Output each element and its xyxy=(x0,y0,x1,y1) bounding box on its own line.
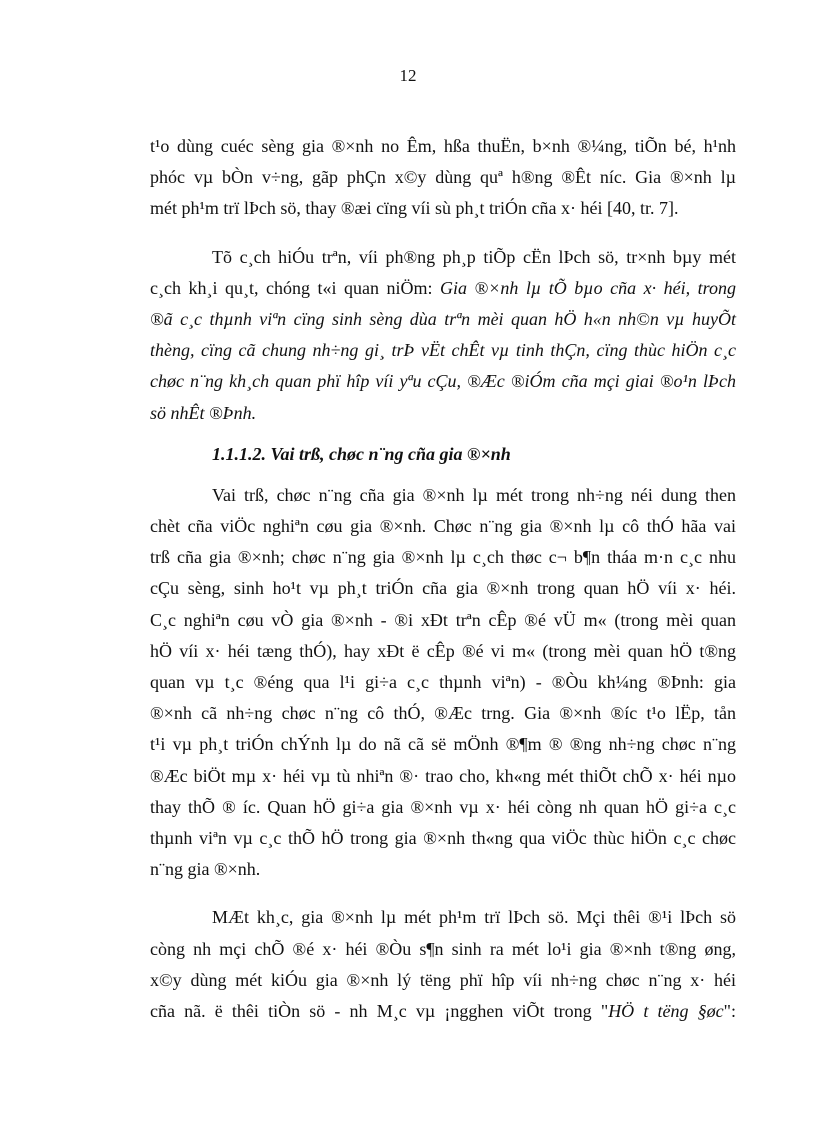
text-line: Tõ c¸ch hiÓu trªn, víi ph®ng ph¸p tiÕp cËn lÞch sö, tr×nh bµy mét xyxy=(212,246,736,267)
definition-text: Gia ®×nh lµ tÕ bµo cña x· héi, trong xyxy=(440,277,736,298)
definition-line: sö nhÊt ®Þnh. xyxy=(150,402,257,423)
text-line: n¨ng gia ®×nh. xyxy=(150,859,261,880)
definition-line: ®ã c¸c thµnh viªn cïng sinh sèng dùa trªn mèi quan hÖ h«n nh©n vµ huyÕt xyxy=(150,308,736,329)
text-line: t¹i vµ ph¸t triÓn chÝnh lµ do nã cã së mÖnh ®¶m ® ®ng nh÷ng chøc n¨ng xyxy=(150,734,736,755)
text-line: còng nh mçi chÕ ®é x· héi ®Òu s¶n sinh ra mét lo¹i gia ®×nh t®ng øng, xyxy=(150,938,736,959)
text-line: thµnh viªn vµ c¸c thÕ hÖ trong gia ®×nh th«ng qua viÖc thùc hiÖn c¸c chøc xyxy=(150,827,736,848)
text-line: thay thÕ ® íc. Quan hÖ gi÷a gia ®×nh vµ x· héi còng nh quan hÖ gi÷a c¸c xyxy=(150,796,736,817)
definition-line: chøc n¨ng kh¸ch quan phï hîp víi yªu cÇu, ®Æc ®iÓm cña mçi giai ®o¹n lÞch xyxy=(150,371,736,392)
text-line: MÆt kh¸c, gia ®×nh lµ mét ph¹m trï lÞch sö. Mçi thêi ®¹i lÞch sö xyxy=(212,907,736,928)
text-line: cÇu sèng, sinh ho¹t vµ ph¸t triÓn cña gia ®×nh trong quan hÖ víi x· héi. xyxy=(150,578,736,599)
text-line: chèt cña viÖc nghiªn cøu gia ®×nh. Chøc n¨ng gia ®×nh lµ cô thÓ hãa vai xyxy=(150,516,736,537)
definition-line: thèng, cïng cã chung nh÷ng gi¸ trÞ vËt chÊt vµ tinh thÇn, cïng thùc hiÖn c¸c xyxy=(150,340,736,361)
text-line: trß cña gia ®×nh; chøc n¨ng gia ®×nh lµ c¸ch thøc c¬ b¶n tháa m·n c¸c nhu xyxy=(150,547,736,568)
text-run: cña nã. ë thêi tiÒn sö - nh M¸c vµ ¡ngghen viÕt trong " xyxy=(150,1000,609,1021)
page-number: 12 xyxy=(399,66,417,85)
text-line xyxy=(150,996,736,1027)
text-line: ®×nh cã nh÷ng chøc n¨ng cô thÓ, ®Æc trng. Gia ®×nh ®íc t¹o lËp, tån xyxy=(150,703,736,724)
text-run: ": xyxy=(723,1000,736,1021)
text-line: hÖ víi x· héi tæng thÓ), hay xÐt ë cÊp ®é vi m« (trong mèi quan hÖ t®ng xyxy=(150,640,736,661)
text-line: C¸c nghiªn cøu vÒ gia ®×nh - ®i xÐt trªn cÊp ®é vÜ m« (trong mèi quan xyxy=(150,609,736,630)
text-line xyxy=(150,273,736,304)
document-body xyxy=(150,131,736,1027)
text-run: c¸ch kh¸i qu¸t, chóng t«i quan niÖm: xyxy=(150,277,441,298)
section-heading: 1.1.1.2. Vai trß, chøc n¨ng cña gia ®×nh xyxy=(212,443,511,464)
book-title: HÖ t tëng §øc xyxy=(608,1000,724,1021)
text-line: quan vµ t¸c ®éng qua l¹i gi÷a c¸c thµnh viªn) - ®Òu kh¼ng ®Þnh: gia xyxy=(150,672,736,692)
text-line: ®Æc biÖt mµ x· héi vµ tù nhiªn ®· trao cho, kh«ng mét thiÕt chÕ x· héi nµo xyxy=(150,765,736,786)
text-line: mét ph¹m trï lÞch sö, thay ®æi cïng víi sù ph¸t triÓn cña x· héi [40, tr. 7]. xyxy=(150,198,679,219)
text-line: phóc vµ bÒn v÷ng, gãp phÇn x©y dùng quª h®ng ®Êt níc. Gia ®×nh lµ xyxy=(150,167,736,188)
text-line: Vai trß, chøc n¨ng cña gia ®×nh lµ mét trong nh÷ng néi dung then xyxy=(212,484,736,505)
text-line: x©y dùng mét kiÓu gia ®×nh lý tëng phï hîp víi nh÷ng chøc n¨ng x· héi xyxy=(150,969,736,990)
text-line: t¹o dùng cuéc sèng gia ®×nh no Êm, hßa thuËn, b×nh ®¼ng, tiÕn bé, h¹nh xyxy=(150,136,736,156)
